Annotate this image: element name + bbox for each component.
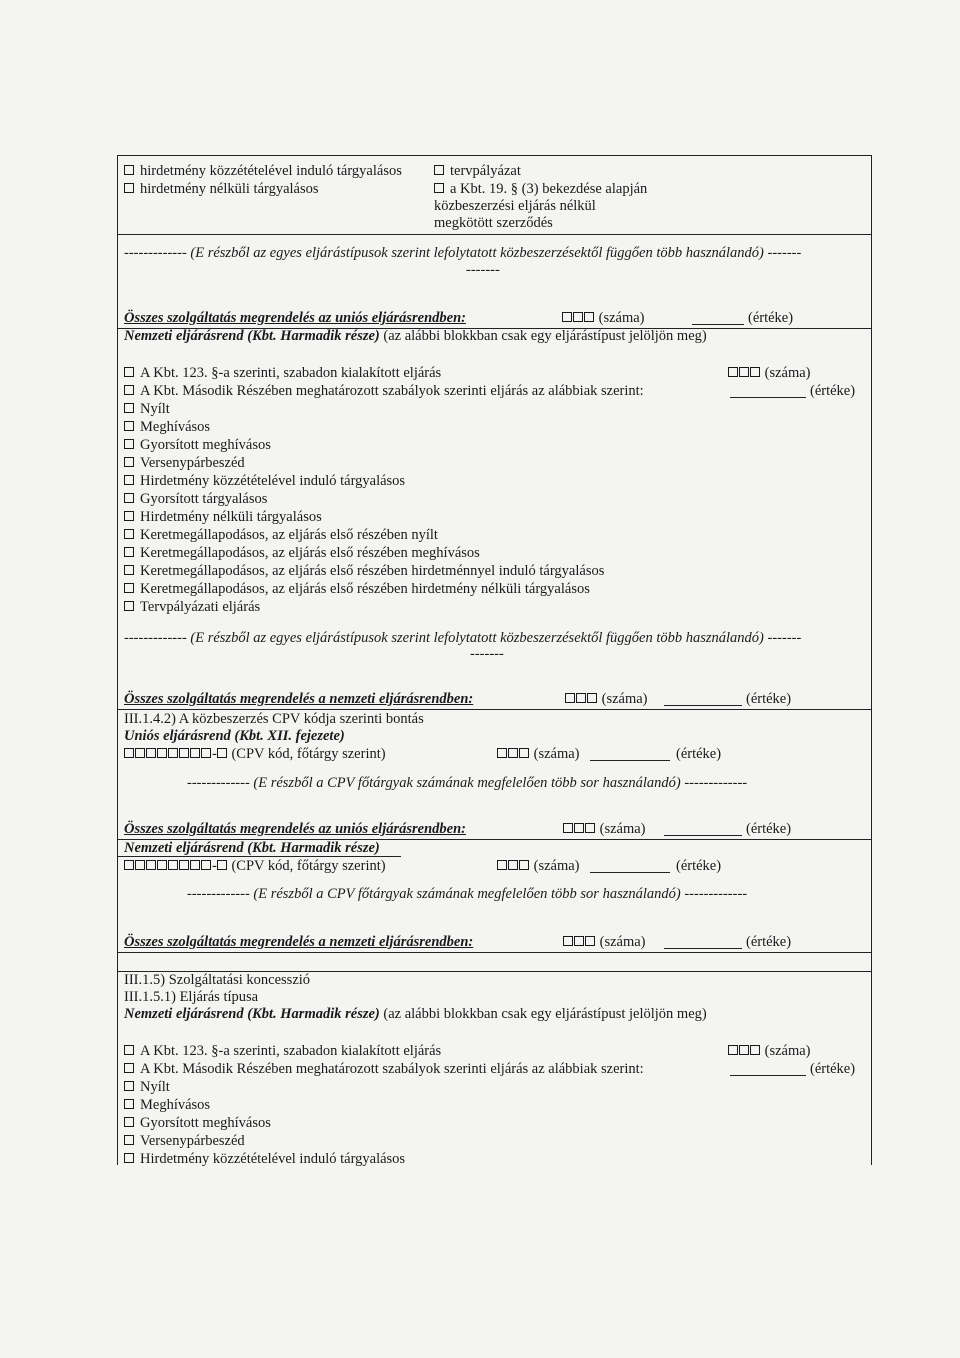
- checkbox[interactable]: [124, 367, 134, 377]
- checkbox-item[interactable]: [124, 563, 604, 580]
- divider: [117, 709, 872, 710]
- checkbox[interactable]: [124, 511, 134, 521]
- checkbox[interactable]: [124, 165, 134, 175]
- checkbox[interactable]: [434, 183, 444, 193]
- frame-top-line: [117, 155, 872, 156]
- union-total-label: Összes szolgáltatás megrendelés az uniós eljárásrendben:: [124, 310, 466, 326]
- value-blank[interactable]: [590, 872, 670, 873]
- section-heading: III.1.5) Szolgáltatási koncesszió: [124, 972, 311, 988]
- checkbox[interactable]: [124, 439, 134, 449]
- cpv-row[interactable]: - (CPV kód, főtárgy szerint): [124, 858, 386, 875]
- text-line: közbeszerzési eljárás nélkül: [434, 198, 596, 214]
- value-blank[interactable]: [692, 324, 744, 325]
- checkbox[interactable]: [124, 1045, 134, 1055]
- divider: [117, 234, 872, 235]
- frame-left-line: [117, 155, 118, 1165]
- option-label: Meghívásos: [140, 419, 211, 435]
- value-blank[interactable]: [664, 948, 742, 949]
- option-label: Versenypárbeszéd: [140, 455, 245, 471]
- checkbox-item[interactable]: [124, 455, 245, 472]
- checkbox[interactable]: [124, 547, 134, 557]
- value-label: (értéke): [746, 691, 792, 707]
- option-label: Hirdetmény közzétételével induló tárgyalásos: [140, 1151, 406, 1167]
- section-heading: III.1.5.1) Eljárás típusa: [124, 989, 259, 1005]
- count-field[interactable]: (száma): [497, 858, 580, 875]
- checkbox[interactable]: [124, 421, 134, 431]
- checkbox[interactable]: [124, 385, 134, 395]
- option-label: Nyílt: [140, 401, 170, 417]
- value-blank[interactable]: [730, 397, 806, 398]
- count-field[interactable]: (száma): [563, 821, 646, 838]
- cpv-row[interactable]: - (CPV kód, főtárgy szerint): [124, 746, 386, 763]
- union-heading: Uniós eljárásrend (Kbt. XII. fejezete): [124, 728, 345, 744]
- option-label: Hirdetmény közzétételével induló tárgyalásos: [140, 473, 406, 489]
- separator-note: ------------- (E részből a CPV főtárgyak számának megfelelően több sor használandó) -------------: [187, 775, 748, 791]
- count-field[interactable]: (száma): [565, 691, 648, 708]
- separator-note: ------------- (E részből az egyes eljárástípusok szerint lefolytatott közbeszerzésektől függően több használandó) -------: [124, 630, 802, 646]
- checkbox-item[interactable]: A Kbt. Második Részében meghatározott szabályok szerinti eljárás az alábbiak szerint:: [124, 1061, 644, 1078]
- option-label: Keretmegállapodásos, az eljárás első részében nyílt: [140, 527, 438, 543]
- separator-note: ------------- (E részből a CPV főtárgyak számának megfelelően több sor használandó) -------------: [187, 886, 748, 902]
- option-label: Tervpályázati eljárás: [140, 599, 261, 615]
- checkbox-item[interactable]: [124, 419, 210, 436]
- value-label: (értéke): [746, 934, 792, 950]
- value-label: (értéke): [748, 310, 794, 326]
- count-field[interactable]: (száma): [563, 934, 646, 951]
- checkbox-item[interactable]: tervpályázat: [434, 163, 521, 180]
- checkbox[interactable]: [124, 1135, 134, 1145]
- value-blank[interactable]: [590, 760, 670, 761]
- checkbox-item[interactable]: [124, 437, 271, 454]
- value-label: (értéke): [676, 858, 722, 874]
- separator-note: ------------- (E részből az egyes eljárástípusok szerint lefolytatott közbeszerzésektől függően több használandó) -------: [124, 245, 802, 261]
- checkbox-item[interactable]: [124, 581, 590, 598]
- checkbox-item[interactable]: A Kbt. Második Részében meghatározott szabályok szerinti eljárás az alábbiak szerint:: [124, 383, 644, 400]
- checkbox[interactable]: [124, 565, 134, 575]
- option-label: Versenypárbeszéd: [140, 1133, 245, 1149]
- count-field[interactable]: (száma): [497, 746, 580, 763]
- checkbox-item[interactable]: [124, 491, 267, 508]
- option-label: Gyorsított meghívásos: [140, 1115, 271, 1131]
- checkbox-item[interactable]: [124, 1133, 245, 1150]
- checkbox[interactable]: [124, 183, 134, 193]
- checkbox[interactable]: [124, 1081, 134, 1091]
- divider: [117, 856, 401, 857]
- checkbox-item[interactable]: a Kbt. 19. § (3) bekezdése alapján: [434, 181, 647, 198]
- checkbox-item[interactable]: [124, 401, 170, 418]
- checkbox[interactable]: [124, 1099, 134, 1109]
- option-label: Keretmegállapodásos, az eljárás első részében hirdetmény nélküli tárgyalásos: [140, 581, 590, 597]
- value-blank[interactable]: [730, 1075, 806, 1076]
- option-label: Hirdetmény nélküli tárgyalásos: [140, 509, 322, 525]
- value-blank[interactable]: [664, 835, 742, 836]
- checkbox-item[interactable]: hirdetmény nélküli tárgyalásos: [124, 181, 319, 198]
- value-label: (értéke): [810, 383, 856, 399]
- checkbox[interactable]: [124, 1117, 134, 1127]
- divider: [117, 952, 872, 953]
- option-label: Nyílt: [140, 1079, 170, 1095]
- checkbox-item[interactable]: A Kbt. 123. §-a szerinti, szabadon kialakított eljárás: [124, 1043, 441, 1060]
- option-label: Meghívásos: [140, 1097, 211, 1113]
- checkbox-item[interactable]: [124, 599, 260, 616]
- value-blank[interactable]: [664, 705, 742, 706]
- checkbox[interactable]: [124, 403, 134, 413]
- national-heading: Nemzeti eljárásrend (Kbt. Harmadik része): [124, 840, 380, 856]
- national-total-label: Összes szolgáltatás megrendelés a nemzeti eljárásrendben:: [124, 691, 474, 707]
- checkbox[interactable]: [124, 601, 134, 611]
- checkbox[interactable]: [124, 583, 134, 593]
- count-field[interactable]: (száma): [728, 365, 811, 382]
- checkbox-item[interactable]: A Kbt. 123. §-a szerinti, szabadon kialakított eljárás: [124, 365, 441, 382]
- count-field[interactable]: (száma): [728, 1043, 811, 1060]
- checkbox-item[interactable]: [124, 473, 405, 490]
- section-heading: Nemzeti eljárásrend (Kbt. Harmadik része) (az alábbi blokkban csak egy eljárástípust jelöljön meg): [124, 328, 707, 344]
- checkbox-item[interactable]: [124, 1079, 170, 1096]
- text-line: megkötött szerződés: [434, 215, 553, 231]
- section-heading: Nemzeti eljárásrend (Kbt. Harmadik része) (az alábbi blokkban csak egy eljárástípust jelöljön meg): [124, 1006, 707, 1022]
- national-total-label: Összes szolgáltatás megrendelés a nemzeti eljárásrendben:: [124, 934, 474, 950]
- checkbox-item[interactable]: [124, 527, 438, 544]
- union-total-label: Összes szolgáltatás megrendelés az uniós eljárásrendben:: [124, 821, 466, 837]
- checkbox[interactable]: [124, 529, 134, 539]
- checkbox[interactable]: [124, 457, 134, 467]
- option-label: Keretmegállapodásos, az eljárás első részében meghívásos: [140, 545, 480, 561]
- checkbox-item[interactable]: hirdetmény közzétételével induló tárgyalásos: [124, 163, 402, 180]
- checkbox[interactable]: [434, 165, 444, 175]
- checkbox-item[interactable]: [124, 509, 322, 526]
- checkbox[interactable]: [124, 475, 134, 485]
- frame-right-line: [871, 155, 872, 1165]
- checkbox-item[interactable]: [124, 545, 480, 562]
- checkbox-item[interactable]: [124, 1115, 271, 1132]
- checkbox-item[interactable]: [124, 1151, 405, 1168]
- checkbox[interactable]: [124, 1063, 134, 1073]
- option-label: Gyorsított tárgyalásos: [140, 491, 268, 507]
- separator-note: -------: [470, 646, 504, 662]
- cpv-heading: III.1.4.2) A közbeszerzés CPV kódja szerinti bontás: [124, 711, 424, 727]
- value-label: (értéke): [676, 746, 722, 762]
- option-label: Gyorsított meghívásos: [140, 437, 271, 453]
- separator-note: -------: [466, 262, 500, 278]
- checkbox[interactable]: [124, 493, 134, 503]
- count-field[interactable]: (száma): [562, 310, 645, 327]
- value-label: (értéke): [746, 821, 792, 837]
- value-label: (értéke): [810, 1061, 856, 1077]
- checkbox-item[interactable]: [124, 1097, 210, 1114]
- option-label: Keretmegállapodásos, az eljárás első részében hirdetménnyel induló tárgyalásos: [140, 563, 605, 579]
- checkbox[interactable]: [124, 1153, 134, 1163]
